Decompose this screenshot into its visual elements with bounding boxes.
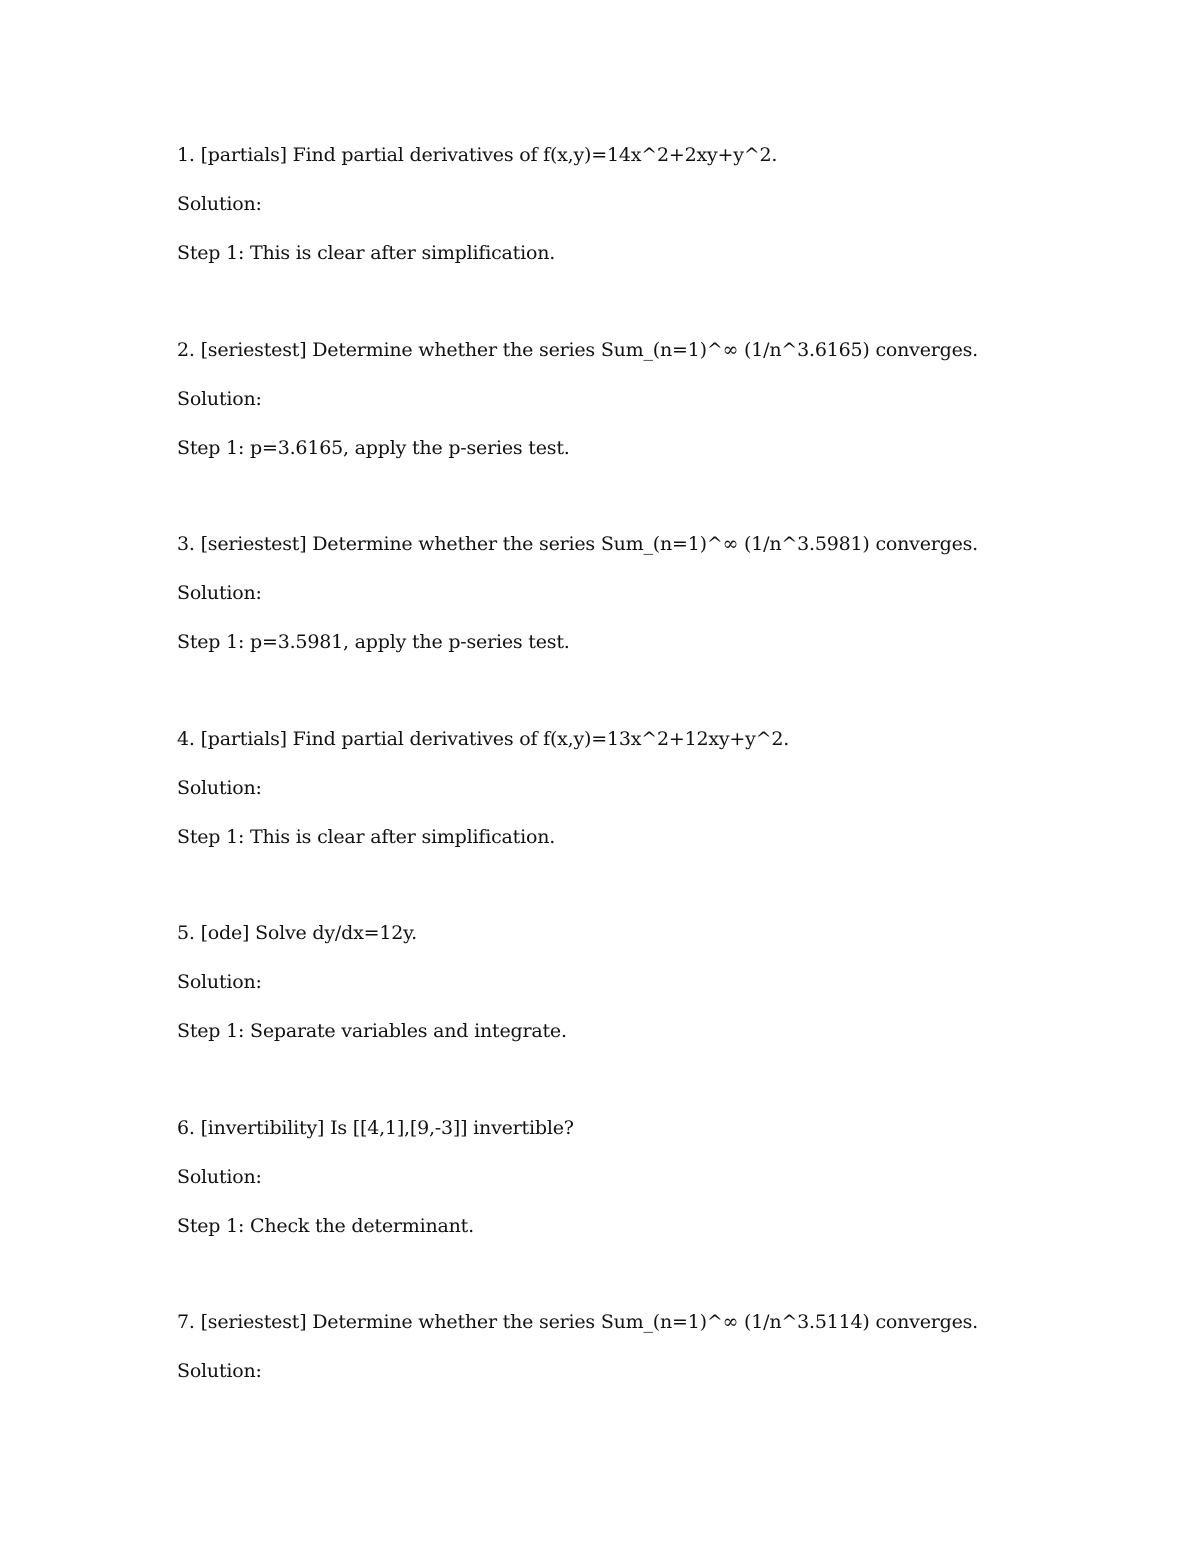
solution-step: Step 1: This is clear after simplification. bbox=[177, 826, 556, 848]
solution-label: Solution: bbox=[177, 971, 262, 993]
problem-question: 3. [seriestest] Determine whether the series Sum_(n=1)^∞ (1/n^3.5981) converges. bbox=[177, 533, 979, 555]
problem-question: 6. [invertibility] Is [[4,1],[9,-3]] invertible? bbox=[177, 1117, 574, 1139]
solution-label: Solution: bbox=[177, 1360, 262, 1382]
solution-step: Step 1: p=3.5981, apply the p-series test. bbox=[177, 631, 570, 653]
problem-question: 7. [seriestest] Determine whether the series Sum_(n=1)^∞ (1/n^3.5114) converges. bbox=[177, 1311, 979, 1333]
solution-step: Step 1: This is clear after simplification. bbox=[177, 242, 556, 264]
solution-step: Step 1: Check the determinant. bbox=[177, 1215, 474, 1237]
problem-question: 5. [ode] Solve dy/dx=12y. bbox=[177, 922, 417, 944]
problem-question: 2. [seriestest] Determine whether the series Sum_(n=1)^∞ (1/n^3.6165) converges. bbox=[177, 339, 979, 361]
problem-question: 4. [partials] Find partial derivatives of f(x,y)=13x^2+12xy+y^2. bbox=[177, 728, 790, 750]
solution-label: Solution: bbox=[177, 388, 262, 410]
solution-step: Step 1: p=3.6165, apply the p-series test. bbox=[177, 437, 570, 459]
solution-label: Solution: bbox=[177, 777, 262, 799]
solution-step: Step 1: Separate variables and integrate. bbox=[177, 1020, 567, 1042]
solution-label: Solution: bbox=[177, 1166, 262, 1188]
solution-label: Solution: bbox=[177, 582, 262, 604]
problem-question: 1. [partials] Find partial derivatives of f(x,y)=14x^2+2xy+y^2. bbox=[177, 144, 778, 166]
solution-label: Solution: bbox=[177, 193, 262, 215]
